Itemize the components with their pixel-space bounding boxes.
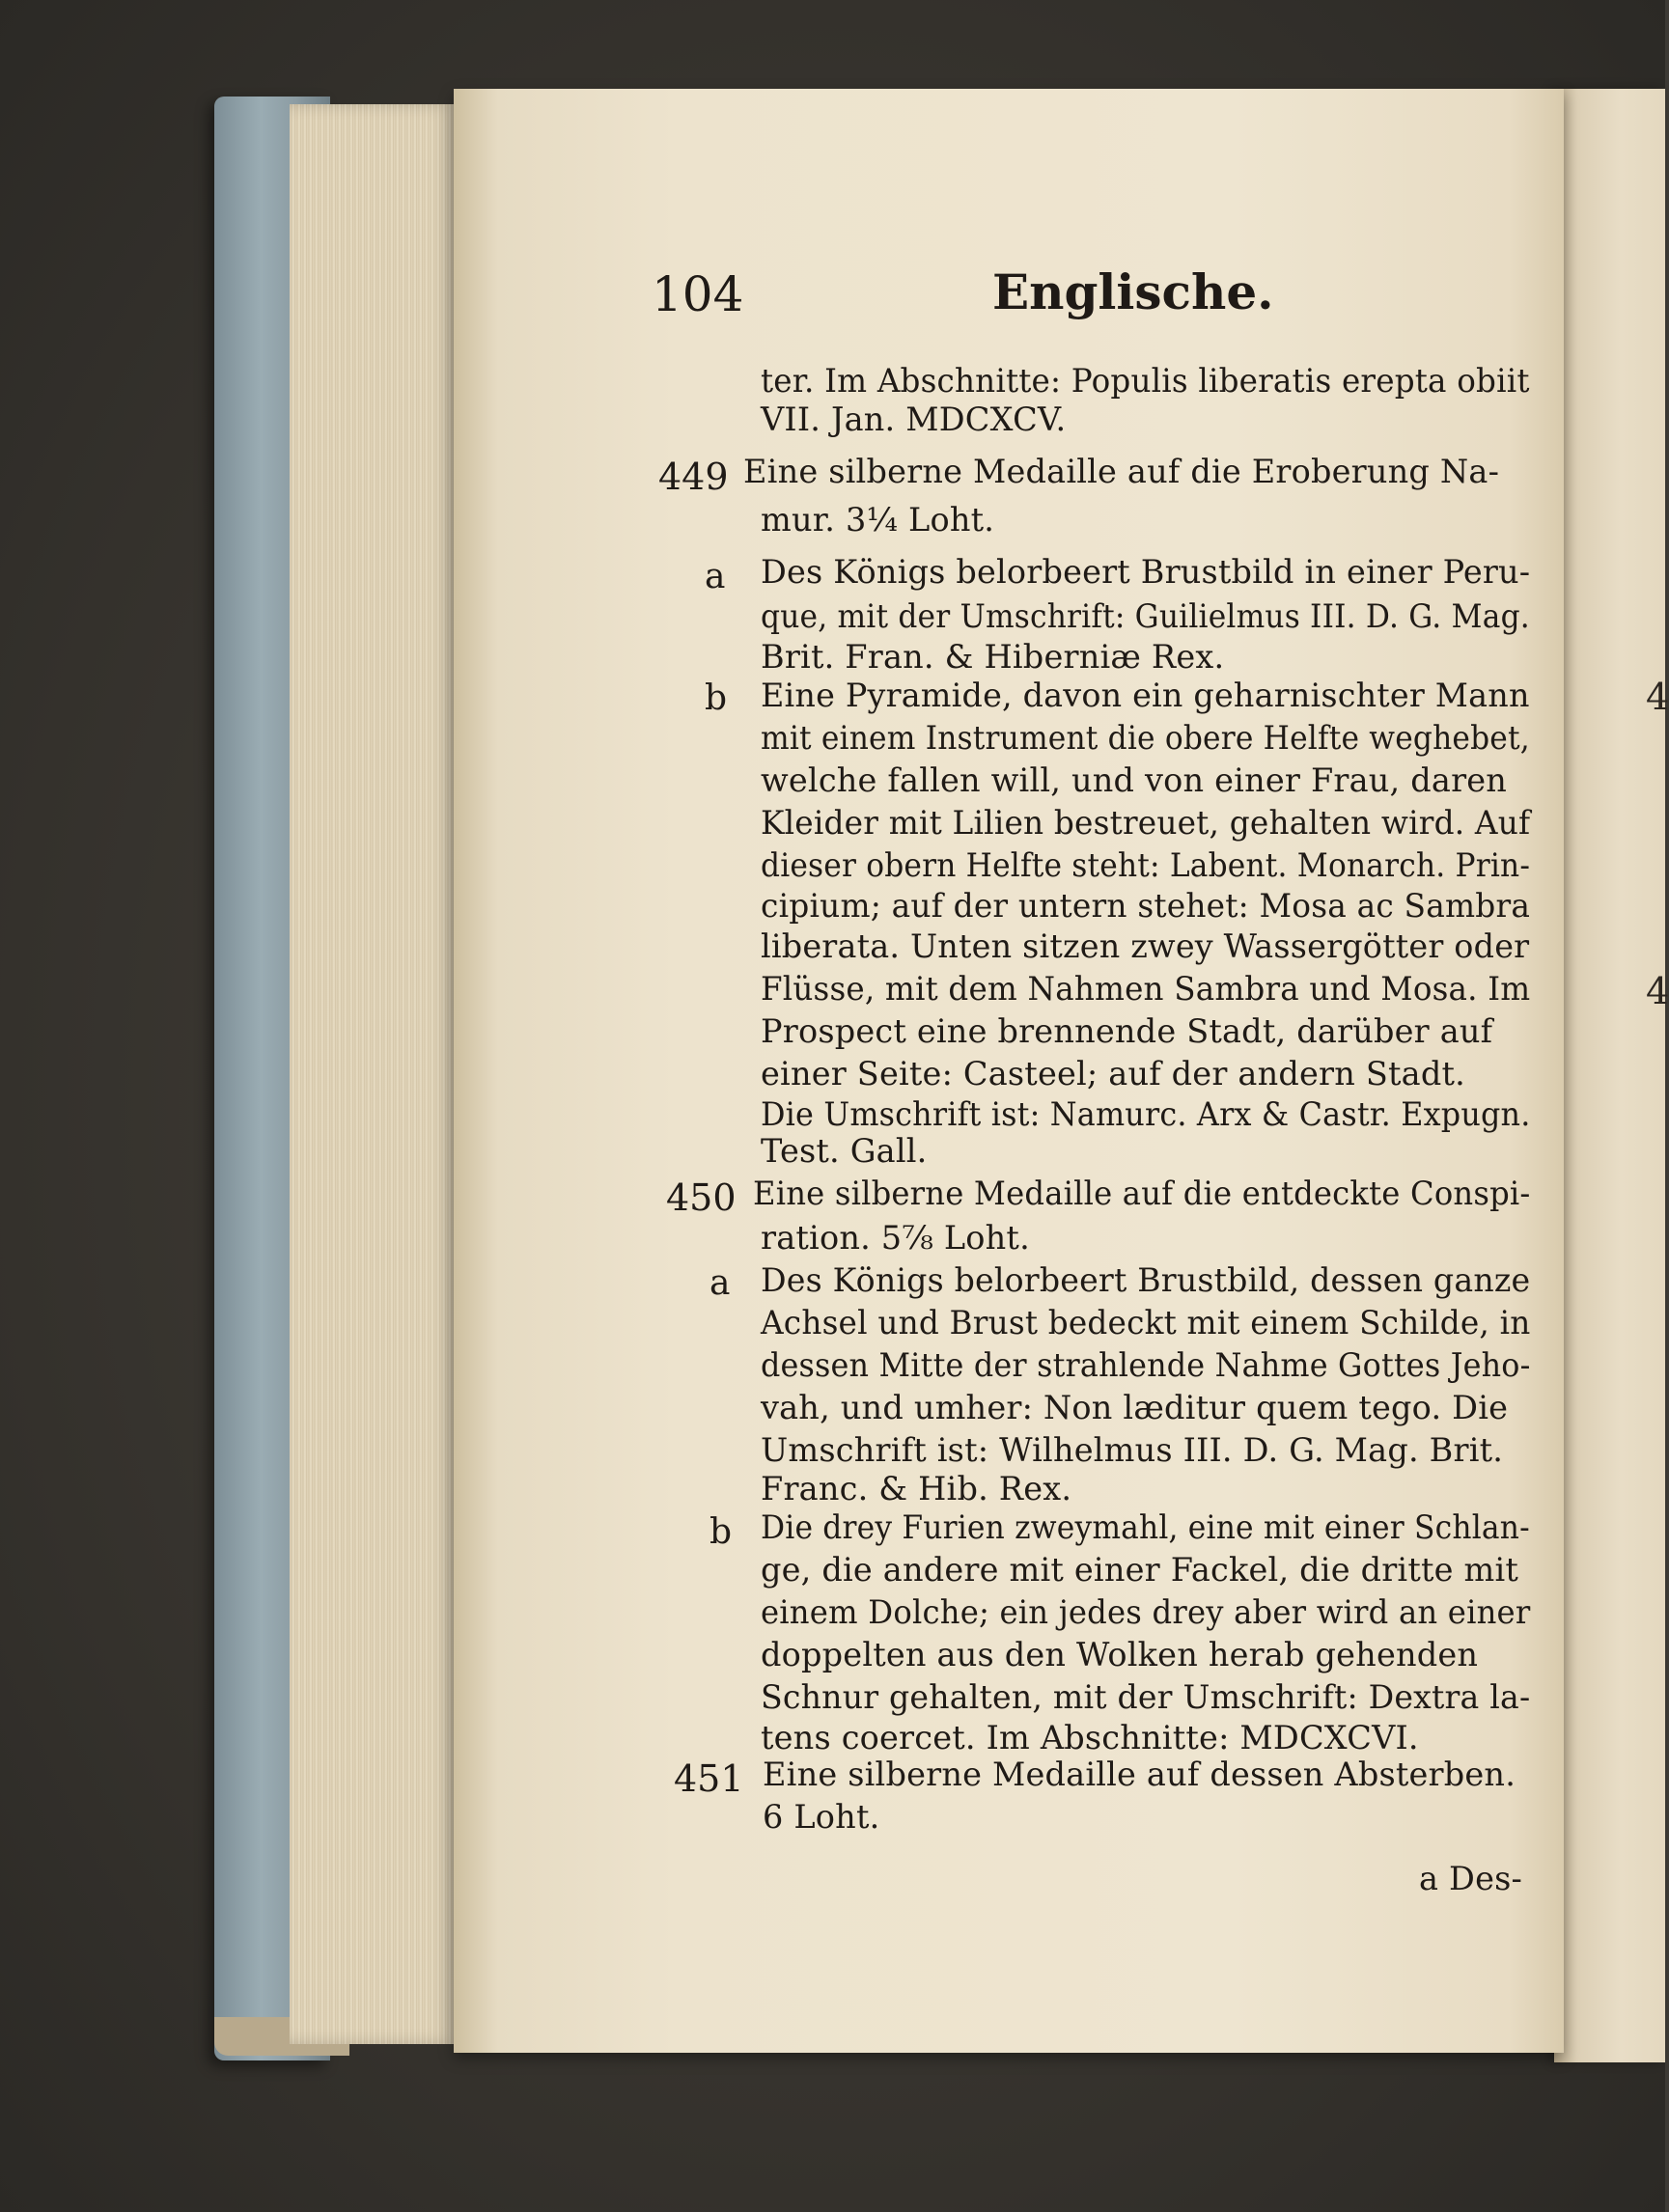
entry-title-line: 6 Loht. (763, 1798, 880, 1836)
entry-number: 451 (674, 1757, 744, 1800)
facing-page (1554, 89, 1665, 2062)
text-line: dieser obern Helfte steht: Labent. Monarch. Prin- (761, 846, 1531, 884)
text-line: tens coercet. Im Abschnitte: MDCXCVI. (761, 1719, 1419, 1756)
text-line: VII. Jan. MDCXCV. (761, 401, 1067, 438)
text-line: Brit. Fran. & Hiberniæ Rex. (761, 638, 1225, 676)
text-line: Des Königs belorbeert Brustbild, dessen ganze (761, 1261, 1531, 1299)
entry-number: 450 (666, 1176, 737, 1219)
text-line: einem Dolche; ein jedes drey aber wird an einer (761, 1593, 1531, 1631)
text-line: Die drey Furien zweymahl, eine mit einer Schlan- (761, 1508, 1530, 1546)
text-line: mit einem Instrument die obere Helfte weghebet, (761, 719, 1530, 757)
text-line: doppelten aus den Wolken herab gehenden (761, 1636, 1479, 1673)
text-line: Des Königs belorbeert Brustbild in einer Peru- (761, 553, 1531, 591)
text-line: Test. Gall. (761, 1132, 928, 1170)
text-line: ter. Im Abschnitte: Populis liberatis erepta obiit (761, 362, 1530, 400)
facing-page-mark: 4 (1646, 970, 1669, 1012)
side-letter: b (705, 678, 728, 718)
entry-title-line: Eine silberne Medaille auf die Eroberung Na- (743, 453, 1500, 490)
text-line: dessen Mitte der strahlende Nahme Gottes Jeho- (761, 1346, 1531, 1384)
text-line: Kleider mit Lilien bestreuet, gehalten wird. Auf (761, 804, 1531, 842)
text-line: Franc. & Hib. Rex. (761, 1470, 1072, 1507)
text-line: Achsel und Brust bedeckt mit einem Schilde, in (761, 1304, 1531, 1341)
entry-title-line: ration. 5⅞ Loht. (761, 1219, 1030, 1257)
facing-page-mark: 4 (1646, 676, 1669, 718)
side-letter: a (705, 557, 726, 596)
entry-title-line: Eine silberne Medaille auf die entdeckte Conspi- (753, 1175, 1531, 1212)
entry-title-line: Eine silberne Medaille auf dessen Absterben. (763, 1756, 1516, 1793)
text-line: ge, die andere mit einer Fackel, die dritte mit (761, 1551, 1519, 1589)
text-line: Umschrift ist: Wilhelmus III. D. G. Mag. Brit. (761, 1431, 1504, 1469)
side-letter: a (709, 1263, 731, 1303)
text-line: Die Umschrift ist: Namurc. Arx & Castr. Expugn. (761, 1095, 1531, 1133)
page-number: 104 (652, 266, 744, 322)
entry-title-line: mur. 3¼ Loht. (761, 501, 995, 539)
page-edges (290, 104, 456, 2044)
text-line: Eine Pyramide, davon ein geharnischter Mann (761, 677, 1530, 714)
side-letter: b (709, 1512, 733, 1552)
catchword: a Des- (1419, 1860, 1523, 1897)
text-line: cipium; auf der untern stehet: Mosa ac Sambra (761, 887, 1531, 925)
page-title: Englische. (992, 263, 1274, 320)
entry-number: 449 (658, 456, 729, 498)
text-line: liberata. Unten sitzen zwey Wassergötter oder (761, 927, 1530, 965)
text-line: vah, und umher: Non læditur quem tego. Die (761, 1389, 1509, 1426)
text-line: Prospect eine brennende Stadt, darüber auf (761, 1012, 1493, 1050)
text-line: que, mit der Umschrift: Guilielmus III. D. G. Mag. (761, 597, 1530, 635)
text-line: einer Seite: Casteel; auf der andern Stadt. (761, 1055, 1465, 1092)
text-line: Flüsse, mit dem Nahmen Sambra und Mosa. Im (761, 970, 1531, 1008)
text-line: welche fallen will, und von einer Frau, daren (761, 761, 1508, 799)
text-line: Schnur gehalten, mit der Umschrift: Dextra la- (761, 1678, 1531, 1716)
